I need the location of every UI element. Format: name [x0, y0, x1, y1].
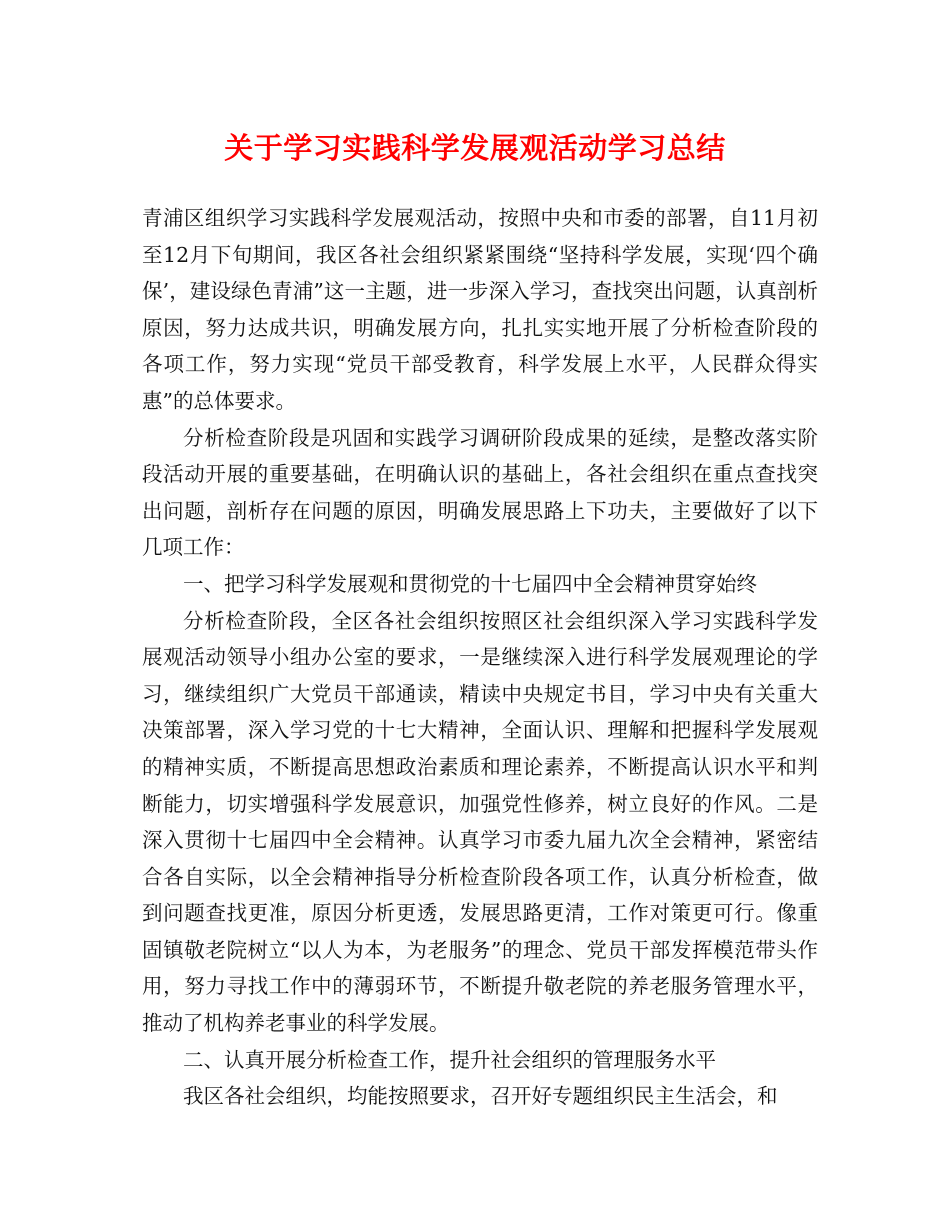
paragraph-section-2-body: 我区各社会组织，均能按照要求，召开好专题组织民主生活会，和 — [183, 1084, 778, 1109]
paragraph-intro: 青浦区组织学习实践科学发展观活动，按照中央和市委的部署，自11月初至12月下旬期间，我区各社会组织紧紧围绕“坚持科学发展，实现‘四个确保’，建设绿色青浦”这一主题，进一步深入学习，查找突出问题，认真剖析原因，努力达成共识，明确发展方向，扎扎实实地开展了分析检查阶段的各项工作，努力实现“党员干部受教育，科学发展上水平，人民群众得实惠”的总体要求。 — [142, 206, 818, 413]
section-heading-1: 一、把学习科学发展观和贯彻党的十七届四中全会精神贯穿始终 — [183, 571, 757, 596]
document-body — [142, 200, 818, 1115]
paragraph-analysis-stage: 分析检查阶段是巩固和实践学习调研阶段成果的延续，是整改落实阶段活动开展的重要基础，在明确认识的基础上，各社会组织在重点查找突出问题，剖析存在问题的原因，明确发展思路上下功夫，主要做好了以下几项工作： — [142, 425, 818, 560]
section-heading-2: 二、认真开展分析检查工作，提升社会组织的管理服务水平 — [183, 1047, 716, 1072]
document-title: 关于学习实践科学发展观活动学习总结 — [224, 131, 726, 165]
paragraph-section-1-body: 分析检查阶段，全区各社会组织按照区社会组织深入学习实践科学发展观活动领导小组办公室的要求，一是继续深入进行科学发展观理论的学习，继续组织广大党员干部通读，精读中央规定书目，学习中央有关重大决策部署，深入学习党的十七大精神，全面认识、理解和把握科学发展观的精神实质，不断提高思想政治素质和理论素养，不断提高认识水平和判断能力，切实增强科学发展意识，加强党性修养，树立良好的作风。二是深入贯彻十七届四中全会精神。认真学习市委九届九次全会精神，紧密结合各自实际，以全会精神指导分析检查阶段各项工作，认真分析检查，做到问题查找更准，原因分析更透，发展思路更清，工作对策更可行。像重固镇敬老院树立“以人为本，为老服务”的理念、党员干部发挥模范带头作用，努力寻找工作中的薄弱环节，不断提升敬老院的养老服务管理水平，推动了机构养老事业的科学发展。 — [142, 608, 818, 1036]
